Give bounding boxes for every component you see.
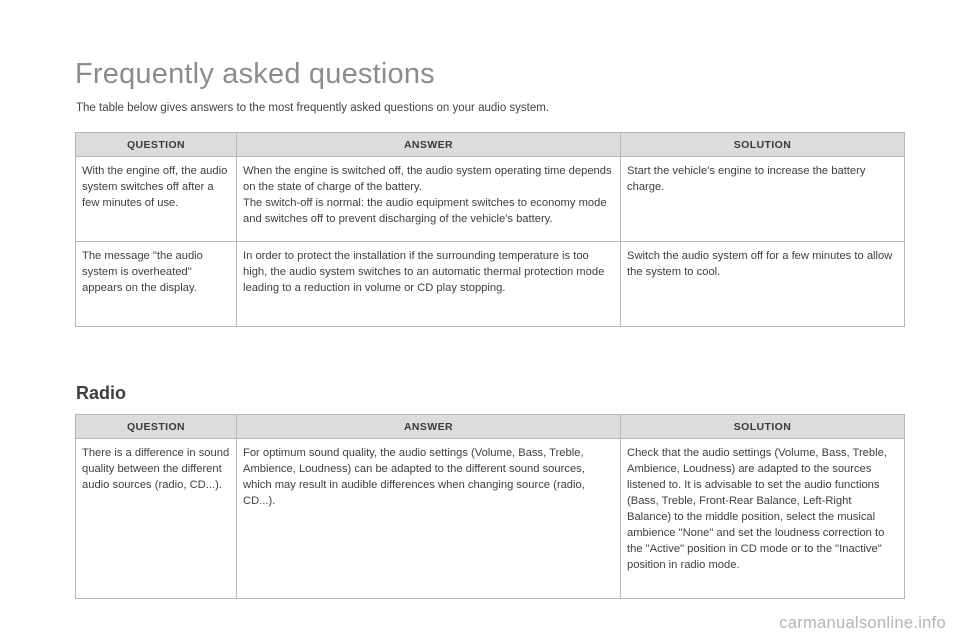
faq-table-general [75,132,905,327]
intro-text: The table below gives answers to the most frequently asked questions on your audio system. [76,102,550,114]
page-title: Frequently asked questions [75,58,435,90]
solution-cell: Switch the audio system off for a few minutes to allow the system to cool. [621,242,905,327]
section-title-radio: Radio [76,383,127,403]
table-row [76,242,905,327]
table-row [76,439,905,599]
table-row [76,157,905,242]
column-header-question: QUESTION [76,133,237,157]
answer-paragraph: The switch-off is normal: the audio equipment switches to economy mode and switches off to prevent discharging of the vehicle's battery. [243,197,607,225]
column-header-answer: ANSWER [237,415,621,439]
answer-paragraph: For optimum sound quality, the audio settings (Volume, Bass, Treble, Ambience, Loudness) can be adapted to the different sound sources, which may result in audible differences when changing source (radio, CD...). [243,447,585,507]
column-header-solution: SOLUTION [621,133,905,157]
answer-cell [237,157,621,242]
answer-cell [237,439,621,599]
question-cell: With the engine off, the audio system switches off after a few minutes of use. [76,157,237,242]
faq-table-radio [75,414,905,599]
solution-cell: Check that the audio settings (Volume, Bass, Treble, Ambience, Loudness) are adapted to the sources listened to. It is advisable to set the audio functions (Bass, Treble, Front-Rear Balance, Left-Right Balance) to the middle position, select the musical ambience "None" and set the loudness correction to the "Active" position in CD mode or to the "Inactive" position in radio mode. [621,439,905,599]
question-cell: There is a difference in sound quality between the different audio sources (radio, CD...). [76,439,237,599]
watermark: carmanualsonline.info [779,614,946,632]
table-header-row [76,415,905,439]
answer-paragraph: In order to protect the installation if the surrounding temperature is too high, the audio system switches to an automatic thermal protection mode leading to a reduction in volume or CD play stopping. [243,250,605,294]
answer-cell [237,242,621,327]
column-header-answer: ANSWER [237,133,621,157]
question-cell: The message "the audio system is overheated" appears on the display. [76,242,237,327]
solution-cell: Start the vehicle's engine to increase the battery charge. [621,157,905,242]
column-header-question: QUESTION [76,415,237,439]
column-header-solution: SOLUTION [621,415,905,439]
answer-paragraph: When the engine is switched off, the audio system operating time depends on the state of charge of the battery. [243,165,612,193]
table-header-row [76,133,905,157]
